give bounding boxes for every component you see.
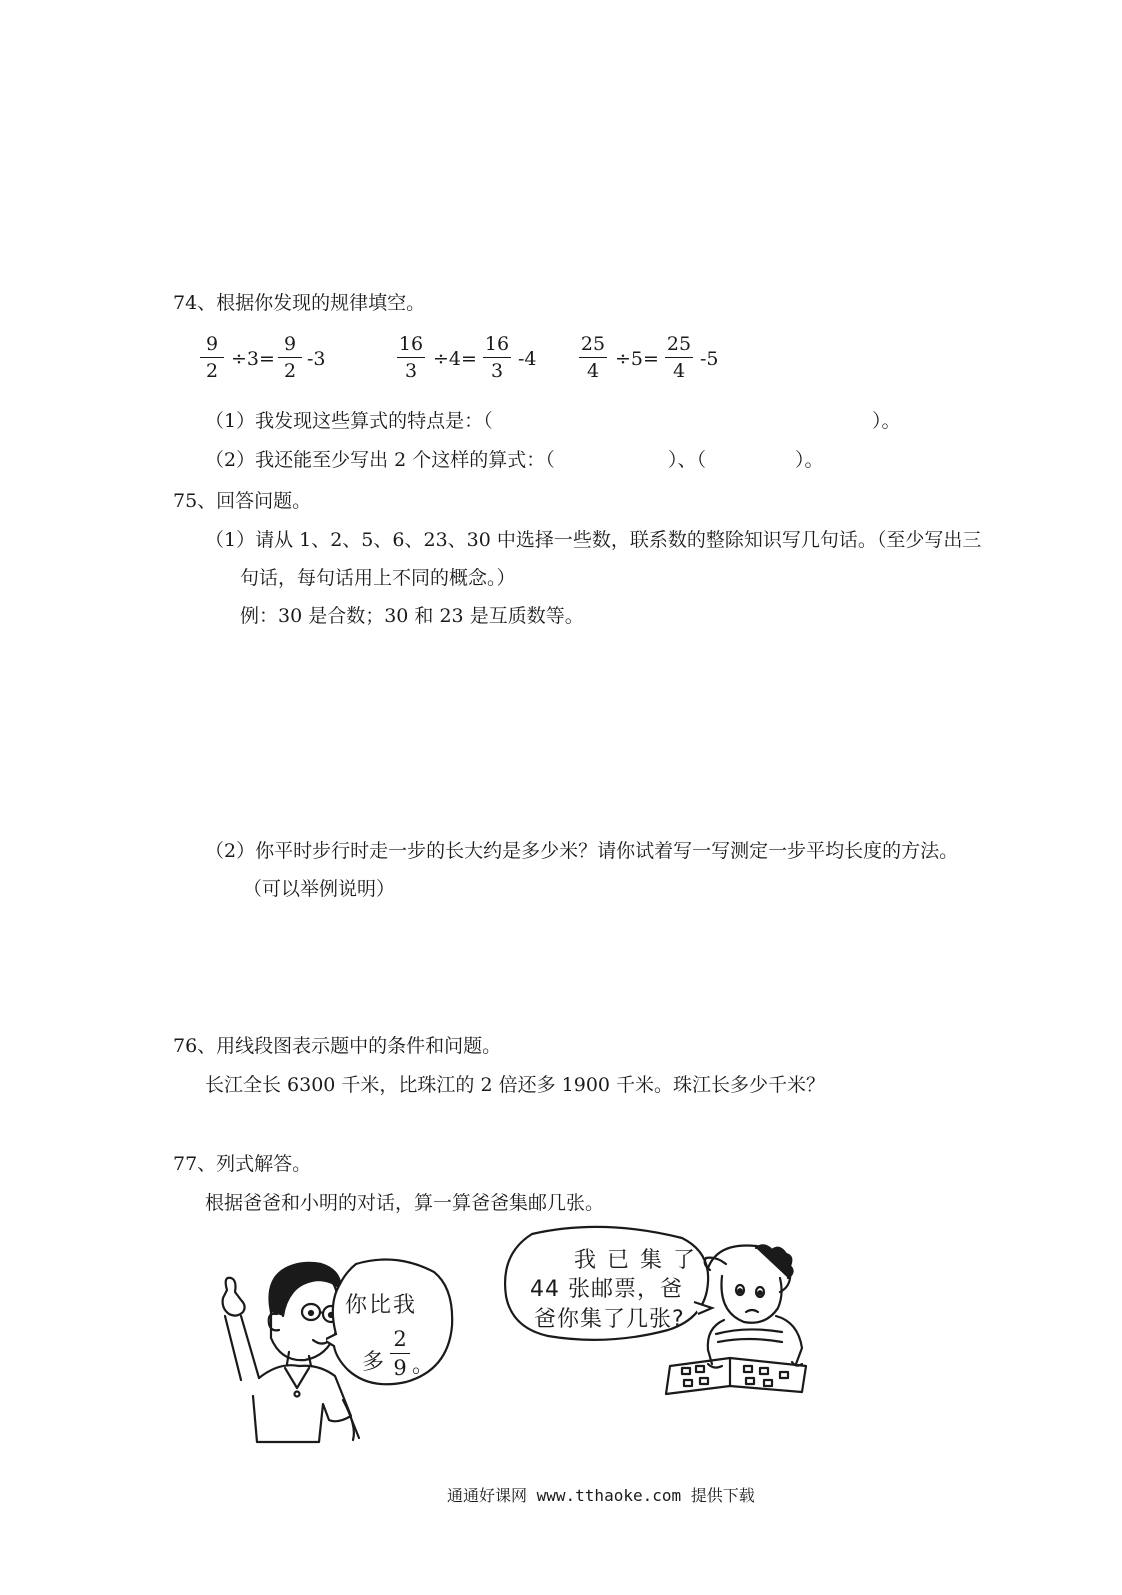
q77-title: 77、列式解答。 [173, 1153, 312, 1175]
kid-bubble-line2: 44 张邮票，爸 [530, 1277, 683, 1302]
q74-title: 74、根据你发现的规律填空。 [173, 292, 426, 314]
fraction: 16 3 [398, 333, 424, 382]
kid-bubble-line1: 我 已 集 了 [574, 1248, 697, 1273]
q75-sub1-line1: （1）请从 1、2、5、6、23、30 中选择一些数，联系数的整除知识写几句话。（至少写出三 [205, 529, 982, 551]
minus-text: -5 [700, 348, 719, 370]
q75-sub2-line1: （2）你平时步行时走一步的长大约是多少米？请你试着写一写测定一步平均长度的方法。 [205, 840, 959, 862]
q74-sub2-label: （2）我还能至少写出 2 个这样的算式：（ [205, 449, 555, 471]
kid-illustration [660, 1238, 810, 1398]
fraction: 9 2 [278, 335, 302, 381]
q74-sub2-close: ）。 [795, 449, 824, 471]
page-footer: 通通好课网 www.tthaoke.com 提供下载 [447, 1486, 755, 1505]
q77-body: 根据爸爸和小明的对话，算一算爸爸集邮几张。 [205, 1192, 605, 1214]
q75-sub1-line2: 句话，每句话用上不同的概念。） [240, 567, 516, 589]
minus-text: -3 [307, 348, 326, 370]
fraction: 25 4 [666, 333, 692, 382]
q75-title: 75、回答问题。 [173, 490, 312, 512]
q75-example: 例：30 是合数；30 和 23 是互质数等。 [240, 605, 584, 627]
kid-bubble-line3: 爸你集了几张? [534, 1307, 685, 1332]
divide-text: ÷5= [615, 348, 659, 370]
q75-sub2-line2: （可以举例说明） [243, 878, 396, 900]
dad-bubble-fraction: 2 9 [390, 1329, 410, 1379]
fraction: 9 2 [200, 335, 224, 381]
fraction: 16 3 [484, 333, 510, 382]
fraction: 25 4 [580, 333, 606, 382]
dad-bubble-line1: 你比我 [345, 1293, 418, 1318]
q74-sub2-mid: ）、（ [668, 449, 707, 471]
dad-bubble-line2: 多 [362, 1350, 387, 1375]
q76-body: 长江全长 6300 千米，比珠江的 2 倍还多 1900 千米。珠江长多少千米？ [205, 1074, 826, 1096]
q74-sub1-label: （1）我发现这些算式的特点是：（ [205, 410, 493, 432]
dad-bubble-end: 。 [412, 1353, 437, 1378]
q74-sub1-close: ）。 [872, 410, 901, 432]
q76-title: 76、用线段图表示题中的条件和问题。 [173, 1035, 502, 1057]
divide-text: ÷4= [433, 348, 477, 370]
minus-text: -4 [518, 348, 537, 370]
divide-text: ÷3= [231, 348, 275, 370]
